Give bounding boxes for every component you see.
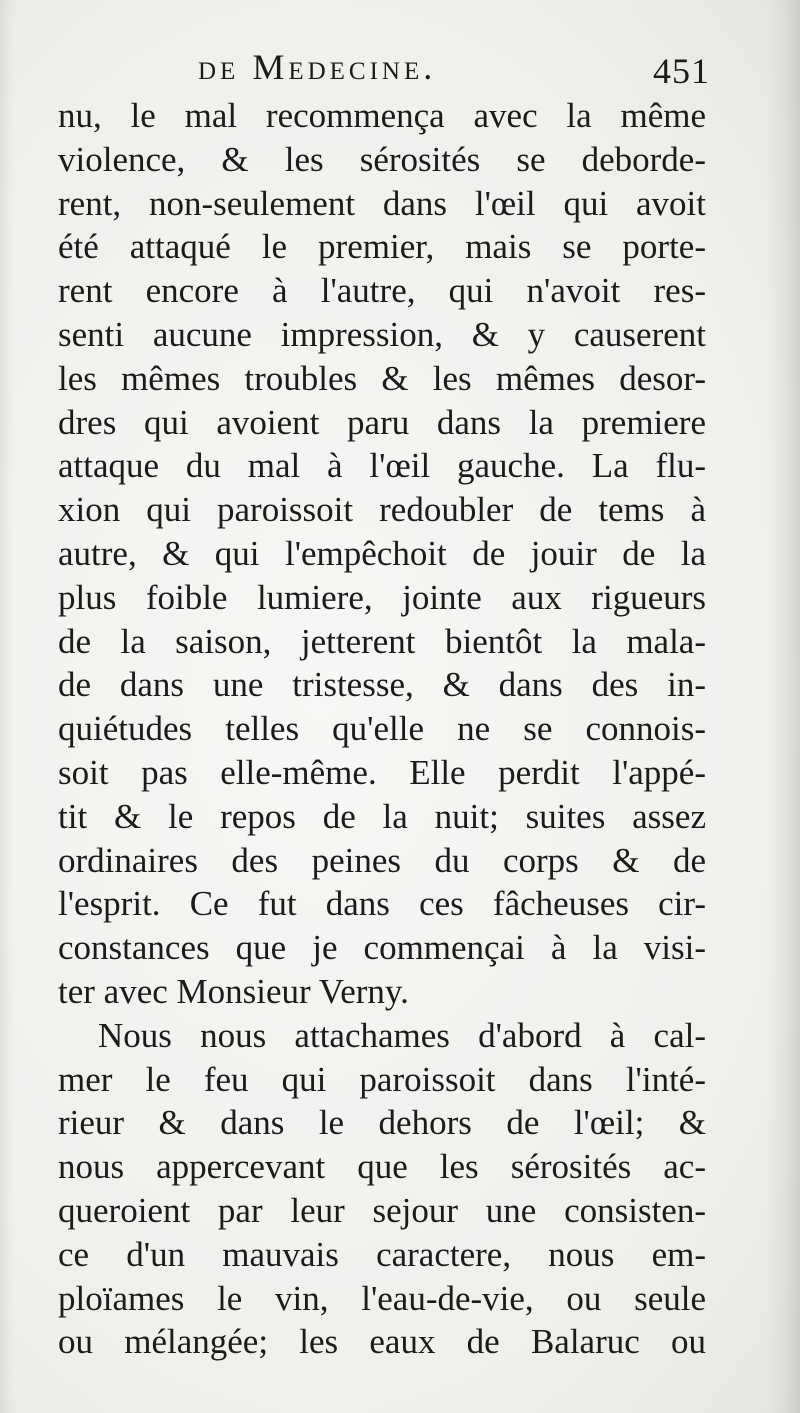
- text-line: violence, & les sérosités se deborde-: [58, 139, 706, 179]
- text-line: quiétudes telles qu'elle ne se connois-: [58, 709, 706, 749]
- text-line: nous appercevant que les sérosités ac-: [58, 1147, 706, 1187]
- text-line: ter avec Monsieur Verny.: [58, 971, 409, 1011]
- text-line: les mêmes troubles & les mêmes desor-: [58, 358, 706, 398]
- running-title: de Medecine.: [198, 47, 437, 87]
- page-edge-shadow: [766, 0, 800, 1413]
- text-line: tit & le repos de la nuit; suites assez: [58, 796, 706, 836]
- text-line: queroient par leur sejour une consisten-: [58, 1190, 706, 1230]
- text-line: rent, non-seulement dans l'œil qui avoit: [58, 183, 706, 223]
- text-line: rent encore à l'autre, qui n'avoit res-: [58, 271, 706, 311]
- text-line: mer le feu qui paroissoit dans l'inté-: [58, 1059, 706, 1099]
- page-number: 451: [653, 51, 710, 91]
- text-line: senti aucune impression, & y causerent: [58, 314, 706, 354]
- text-line: l'esprit. Ce fut dans ces fâcheuses cir-: [58, 884, 706, 924]
- text-line: ploïames le vin, l'eau-de-vie, ou seule: [58, 1278, 706, 1318]
- text-line: rieur & dans le dehors de l'œil; &: [58, 1103, 706, 1143]
- text-line: nu, le mal recommença avec la même: [58, 96, 706, 135]
- text-line: été attaqué le premier, mais se porte-: [58, 227, 706, 267]
- text-line: soit pas elle-même. Elle perdit l'appé-: [58, 752, 706, 792]
- text-line: ou mélangée; les eaux de Balaruc ou: [58, 1322, 706, 1362]
- text-line: attaque du mal à l'œil gauche. La flu-: [58, 446, 706, 486]
- text-line: constances que je commençai à la visi-: [58, 928, 706, 968]
- body-text: [58, 94, 706, 1364]
- text-line: plus foible lumiere, jointe aux rigueurs: [58, 577, 706, 617]
- text-line: ordinaires des peines du corps & de: [58, 840, 706, 880]
- text-line: de la saison, jetterent bientôt la mala-: [58, 621, 706, 661]
- text-line: dres qui avoient paru dans la premiere: [58, 402, 706, 442]
- running-head: [60, 46, 710, 92]
- text-line: ce d'un mauvais caractere, nous em-: [58, 1234, 706, 1274]
- text-line: de dans une tristesse, & dans des in-: [58, 665, 706, 705]
- text-line: Nous nous attachames d'abord à cal-: [98, 1015, 706, 1055]
- page-gutter-shadow: [0, 0, 14, 1413]
- text-line: autre, & qui l'empêchoit de jouir de la: [58, 533, 706, 573]
- text-line: xion qui paroissoit redoubler de tems à: [58, 490, 706, 530]
